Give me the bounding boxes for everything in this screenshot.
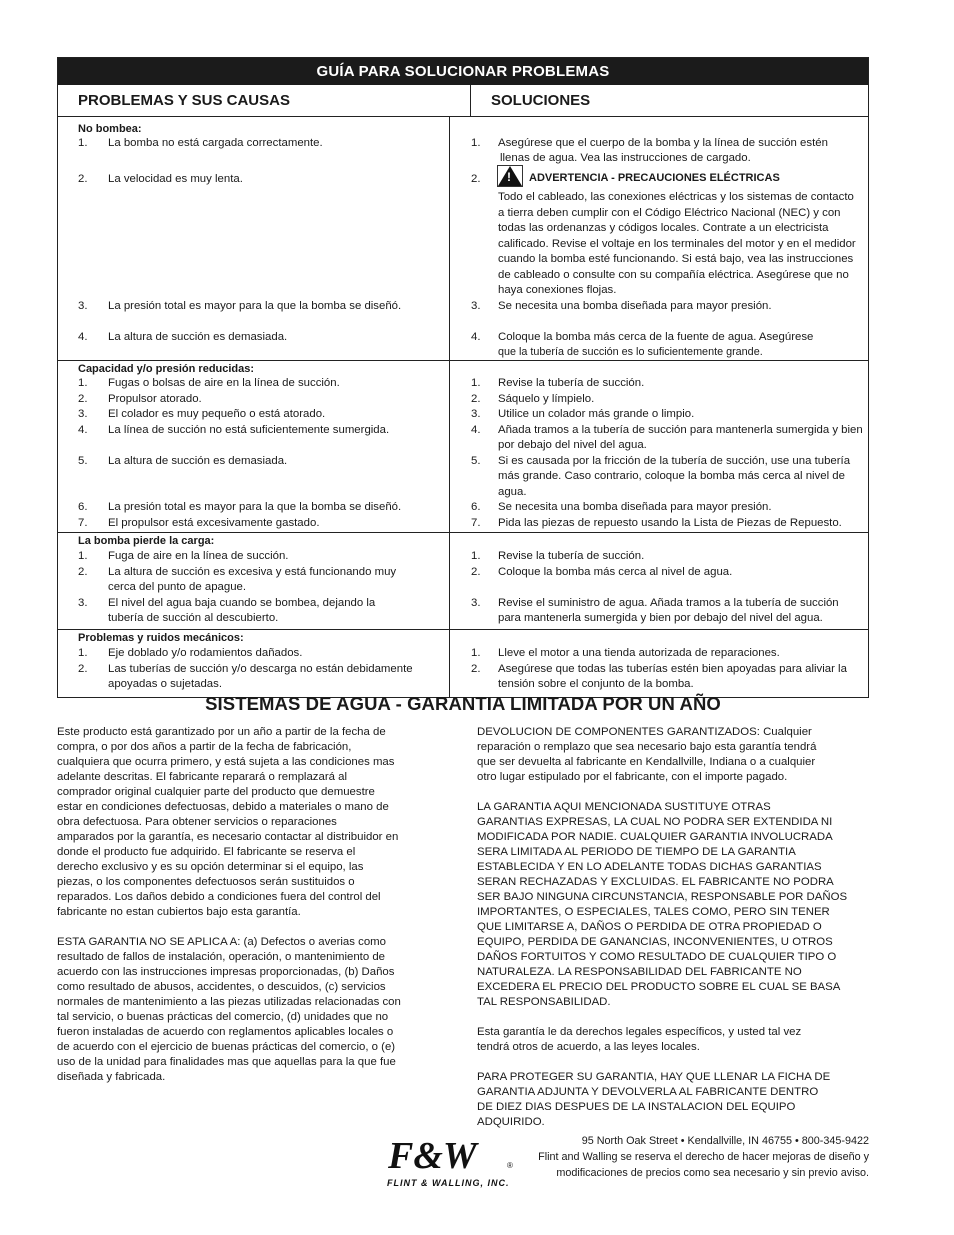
problem-text: La altura de succión es demasiada. <box>108 331 288 343</box>
item-number: 2. <box>78 565 88 578</box>
item-number: 1. <box>78 647 88 659</box>
footer-note-1: Flint and Walling se reserva el derecho de hacer mejoras de diseño y <box>538 1151 869 1163</box>
solution-text: Asegúrese que todas las tuberías estén bien apoyadas para aliviar la <box>498 662 847 675</box>
warranty-line: que ser devuelta al fabricante en Kendallville, Indiana o a cualquier <box>477 756 816 768</box>
section-no-pump <box>58 117 868 361</box>
warranty-line: SERA LIMITADA AL PERIODO DE TIEMPO DE LA GARANTIA <box>477 846 796 858</box>
problems-header: PROBLEMAS Y SUS CAUSAS <box>58 85 471 116</box>
solution-text: llenas de agua. Vea las instrucciones de cargado. <box>500 152 751 164</box>
solution-text: Si es causada por la fricción de la tubería de succión, use una tubería <box>498 454 851 467</box>
warranty-line: cualquiera que ocurra primero, y está sujeta a las condiciones mas <box>57 756 395 768</box>
warranty-line: DEVOLUCION DE COMPONENTES GARANTIZADOS: Cualquier <box>477 726 812 738</box>
solution-text: para mantenerla sumergida y bien por debajo del nivel del agua. <box>498 612 823 624</box>
section-mechanical-noise <box>58 630 868 697</box>
warranty-line: DAÑOS FORTUITOS Y COMO RESULTADO DE CUALQUIER TIPO O <box>477 951 837 963</box>
warranty-line: uso de la unidad para finalidades mas que aquellas para la que fue <box>57 1056 396 1068</box>
warranty-paragraph <box>477 1025 869 1055</box>
solution-text: más grande. Caso contrario, coloque la bomba más cerca al nivel de <box>498 470 845 482</box>
warranty-line: comprador original cualquier parte del producto que demuestre <box>57 786 375 798</box>
item-number: 4. <box>78 331 88 343</box>
item-number: 2. <box>78 392 88 405</box>
problem-text: cerca del punto de apague. <box>108 581 247 593</box>
warranty-line: adelante descritas. El fabricante reparará o remplazará al <box>57 771 347 783</box>
warranty-line: reparación o remplazo que sea necesario bajo esta garantía tendrá <box>477 741 817 753</box>
item-number: 1. <box>78 377 88 389</box>
item-number: 2. <box>471 662 481 675</box>
item-number: 1. <box>471 137 481 149</box>
problem-text: La altura de succión es excesiva y está funcionando muy <box>108 565 397 578</box>
section-loses-prime <box>58 533 868 630</box>
problem-text: apoyadas o sujetadas. <box>108 678 222 690</box>
solution-text: por debajo del nivel del agua. <box>498 439 647 451</box>
item-number: 6. <box>471 501 481 513</box>
warranty-line: tal servicio, o buenas prácticas del comercio, (d) unidades que no <box>57 1011 389 1023</box>
item-number: 3. <box>78 596 88 609</box>
warranty-line: de acuerdo con el ejercicio de buenas prácticas del comercio, o (e) <box>57 1041 396 1053</box>
problem-text: La línea de succión no está suficientemente sumergida. <box>108 423 390 436</box>
problem-text: Fuga de aire en la línea de succión. <box>108 550 289 562</box>
solution-text: Revise la tubería de succión. <box>498 550 645 562</box>
item-number: 7. <box>78 516 88 529</box>
item-number: 4. <box>78 423 88 436</box>
footer-address: 95 North Oak Street • Kendallville, IN 46755 • 800-345-9422 <box>581 1135 869 1147</box>
item-number: 3. <box>471 408 481 420</box>
solution-text: a tierra deben cumplir con el Código Eléctrico Nacional (NEC) y con <box>498 206 841 219</box>
problem-text: Eje doblado y/o rodamientos dañados. <box>108 647 303 659</box>
solution-text: Revise la tubería de succión. <box>498 377 645 389</box>
warranty-line: fabricante no estan cubiertos bajo esta garantía. <box>57 906 301 918</box>
footer-info <box>509 1133 869 1181</box>
warranty-line: GARANTIA ADJUNTA Y DEVOLVERLA AL FABRICANTE DENTRO <box>477 1086 819 1098</box>
warranty-paragraph <box>57 725 449 920</box>
item-number: 2. <box>78 662 88 675</box>
registered-mark: ® <box>507 1161 513 1170</box>
warranty-line: amparados por la garantía, es necesario contactar al distribuidor en <box>57 831 399 843</box>
warning-label: ADVERTENCIA - PRECAUCIONES ELÉCTRICAS <box>529 172 780 184</box>
solution-text: haya conexiones flojas. <box>498 284 617 296</box>
item-number: 3. <box>78 300 88 312</box>
solution-text: tensión sobre el conjunto de la bomba. <box>498 678 694 690</box>
solution-text: Se necesita una bomba diseñada para mayor presión. <box>498 501 772 513</box>
warranty-title: SISTEMAS DE AGUA - GARANTIA LIMITADA POR UN AÑO <box>205 693 721 714</box>
warranty-line: derecho exclusivo y es su opción determinar si el equipo, las <box>57 861 364 873</box>
solution-text: Utilice un colador más grande o limpio. <box>498 408 695 420</box>
warranty-line: estar en condiciones defectuosas, debido a materiales o mano de <box>57 801 389 813</box>
warranty-line: MODIFICADA POR NADIE. CUALQUIER GARANTIA INVOLUCRADA <box>477 831 833 843</box>
warranty-line: obra defectuosa. Para obtener servicios o reparaciones <box>57 816 337 828</box>
warranty-line: fueron instaladas de acuerdo con reglamentos aplicables locales o <box>57 1026 394 1038</box>
section-title: La bomba pierde la carga: <box>78 535 215 547</box>
solutions-header: SOLUCIONES <box>491 92 591 109</box>
warranty-line: ESTABLECIDA Y EN LO ADELANTE TODAS DICHAS GARANTIAS <box>477 861 822 873</box>
warranty-paragraph <box>477 725 869 785</box>
warranty-line: DE DIEZ DIAS DESPUES DE LA INSTALACION DEL EQUIPO <box>477 1101 796 1113</box>
logo-mark: F&W <box>388 1138 477 1177</box>
warranty-line: SERAN RECHAZADAS Y EXCLUIDAS. EL FABRICANTE NO PODRA <box>477 876 834 888</box>
solution-text: Coloque la bomba más cerca al nivel de agua. <box>498 565 733 578</box>
item-number: 1. <box>78 550 88 562</box>
section-title: Problemas y ruidos mecánicos: <box>78 632 244 644</box>
solution-text: Pida las piezas de repuesto usando la Lista de Piezas de Repuesto. <box>498 516 842 529</box>
solution-text: de cableado o consulte con su compañía eléctrica. Asegúrese que no <box>498 268 849 281</box>
warranty-line: donde el producto fue adquirido. El fabricante se reserva el <box>57 846 356 858</box>
section-reduced-capacity <box>58 361 868 533</box>
warranty-line: normales de mantenimiento a las piezas utilizadas relacionadas con <box>57 996 401 1008</box>
item-number: 1. <box>471 647 481 659</box>
solution-text: Sáquelo y límpielo. <box>498 392 595 405</box>
table-banner: GUÍA PARA SOLUCIONAR PROBLEMAS <box>58 58 868 85</box>
warranty-line: PARA PROTEGER SU GARANTIA, HAY QUE LLENAR LA FICHA DE <box>477 1071 831 1083</box>
problem-text: La presión total es mayor para la que la bomba se diseñó. <box>108 300 402 312</box>
warranty-line: Esta garantía le da derechos legales específicos, y usted tal vez <box>477 1026 802 1038</box>
solution-text: Añada tramos a la tubería de succión para mantenerla sumergida y bien <box>498 423 863 436</box>
problem-text: El colador es muy pequeño o está atorado. <box>108 408 326 420</box>
warranty-paragraph <box>57 935 449 1085</box>
section-title: No bombea: <box>78 123 142 135</box>
item-number: 4. <box>471 331 481 343</box>
problem-text: La presión total es mayor para la que la bomba se diseñó. <box>108 501 402 513</box>
warranty-line: piezas, o los componentes defectuosos serán sustituidos o <box>57 876 355 888</box>
item-number: 2. <box>471 173 481 185</box>
warranty-left-column <box>57 725 449 1085</box>
solution-text: Se necesita una bomba diseñada para mayor presión. <box>498 300 772 312</box>
warranty-line: resultado de fallos de instalación, operación, o mantenimiento de <box>57 951 386 963</box>
problem-text: El nivel del agua baja cuando se bombea, dejando la <box>108 596 376 609</box>
item-number: 5. <box>471 454 481 467</box>
item-number: 6. <box>78 501 88 513</box>
item-number: 7. <box>471 516 481 529</box>
footer-note-2: modificaciones de precios como sea necesario y sin previo aviso. <box>556 1167 869 1179</box>
warranty-line: reparados. Los daños debido a condiciones fuera del control del <box>57 891 381 903</box>
solution-text: calificado. Revise el voltaje en los terminales del motor y en el medidor <box>498 237 856 250</box>
problem-text: tubería de succión al descubierto. <box>108 612 279 624</box>
item-number: 3. <box>78 408 88 420</box>
warranty-line: QUE LIMITARSE A, DAÑOS O PERDIDA DE OTRA PROPIEDAD O <box>477 921 822 933</box>
warranty-line: EXCEDERA EL PRECIO DEL PRODUCTO SOBRE EL CUAL SE BASA <box>477 981 841 993</box>
solution-text: cuando la bomba esté funcionando. Si está bajo, vea las instrucciones <box>498 253 854 265</box>
item-number: 1. <box>471 550 481 562</box>
warranty-line: Este producto está garantizado por un año a partir de la fecha de <box>57 726 386 738</box>
item-number: 4. <box>471 423 481 436</box>
warranty-line: LA GARANTIA AQUI MENCIONADA SUSTITUYE OTRAS <box>477 801 771 813</box>
warranty-line: IMPORTANTES, O ESPECIALES, TALES COMO, PERO SIN TENER <box>477 906 830 918</box>
solution-text: todas las ordenanzas y códigos locales. Contrate a un electricista <box>498 222 829 234</box>
solution-text: Coloque la bomba más cerca de la fuente de agua. Asegúrese <box>498 331 814 343</box>
item-number: 3. <box>471 300 481 312</box>
troubleshooting-table <box>57 57 869 698</box>
warranty-line: EQUIPO, PERDIDA DE GANANCIAS, INCONVENIENTES, U OTROS <box>477 936 833 948</box>
logo-subtitle: FLINT & WALLING, INC. <box>387 1178 510 1188</box>
problem-text: El propulsor está excesivamente gastado. <box>108 516 320 529</box>
item-number: 3. <box>471 596 481 609</box>
table-header <box>58 85 868 117</box>
solution-text: Asegúrese que el cuerpo de la bomba y la línea de succión estén <box>498 137 828 149</box>
item-number: 2. <box>78 173 88 185</box>
warranty-paragraph <box>477 1070 869 1130</box>
solution-text: que la tubería de succión es lo suficientemente grande. <box>498 346 763 358</box>
warranty-line: GARANTIAS EXPRESAS, LA CUAL NO PODRA SER EXTENDIDA NI <box>477 816 833 828</box>
warranty-right-column <box>477 725 869 1130</box>
warranty-paragraph <box>477 800 869 1010</box>
warranty-line: como resultado de abusos, accidentes, o descuidos, (c) servicios <box>57 981 386 993</box>
section-title: Capacidad y/o presión reducidas: <box>78 363 255 375</box>
item-number: 1. <box>78 137 88 149</box>
warranty-line: ESTA GARANTIA NO SE APLICA A: (a) Defectos o averias como <box>57 936 386 948</box>
warranty-line: diseñada y fabricada. <box>57 1071 166 1083</box>
solution-text: Revise el suministro de agua. Añada tramos a la tubería de succión <box>498 596 839 609</box>
warranty-line: compra, o por dos años a partir de la fecha de fabricación, <box>57 741 352 753</box>
problem-text: Fugas o bolsas de aire en la línea de succión. <box>108 377 340 389</box>
warranty-line: SER BAJO NINGUNA CIRCUNSTANCIA, RESPONSABLE POR DAÑOS <box>477 891 848 903</box>
warranty-line: TAL RESPONSABILIDAD. <box>477 996 611 1008</box>
warranty-line: acuerdo con las instrucciones impresas proporcionadas, (b) Daños <box>57 966 395 978</box>
solution-text: Lleve el motor a una tienda autorizada de reparaciones. <box>498 647 780 659</box>
warranty-line: otro lugar estipulado por el fabricante, con el importe pagado. <box>477 771 788 783</box>
item-number: 1. <box>471 377 481 389</box>
flint-walling-logo <box>385 1138 525 1190</box>
problem-text: La bomba no está cargada correctamente. <box>108 137 323 149</box>
warranty-line: NATURALEZA. LA RESPONSABILIDAD DEL FABRICANTE NO <box>477 966 802 978</box>
problem-text: Las tuberías de succión y/o descarga no están debidamente <box>108 662 413 675</box>
problem-text: Propulsor atorado. <box>108 392 202 405</box>
item-number: 2. <box>471 565 481 578</box>
solution-text: Todo el cableado, las conexiones eléctricas y los sistemas de contacto <box>498 191 854 203</box>
problem-text: La velocidad es muy lenta. <box>108 173 243 185</box>
solution-text: agua. <box>498 485 527 498</box>
item-number: 5. <box>78 454 88 467</box>
warranty-line: tendrá otros de acuerdo, a las leyes locales. <box>477 1041 700 1053</box>
item-number: 2. <box>471 392 481 405</box>
problem-text: La altura de succión es demasiada. <box>108 454 288 467</box>
warning-icon: ! <box>497 165 523 187</box>
warranty-line: ADQUIRIDO. <box>477 1116 545 1128</box>
